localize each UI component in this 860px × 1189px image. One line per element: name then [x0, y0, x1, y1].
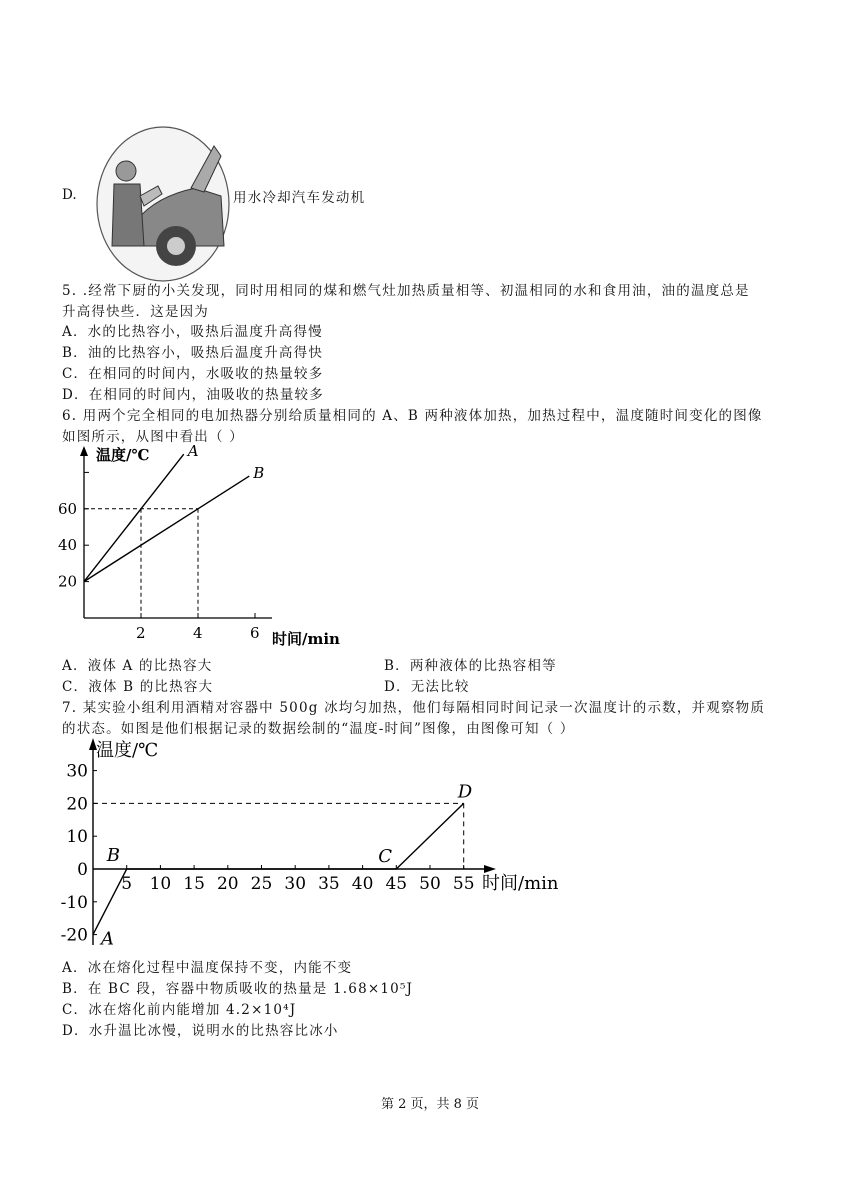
- y-tick-label: -20: [60, 925, 88, 946]
- page-footer: 第 2 页，共 8 页: [380, 1097, 480, 1112]
- q7-option-d: D．水升温比冰慢，说明水的比热容比冰小: [62, 1023, 339, 1039]
- y-axis-label: 温度/℃: [96, 446, 150, 464]
- y-tick-label: 40: [58, 536, 78, 555]
- y-tick-label: -10: [60, 892, 88, 913]
- x-tick-label: 2: [136, 624, 146, 642]
- x-tick-label: 6: [250, 624, 260, 642]
- q7-temperature-chart: [52, 730, 582, 952]
- q5-option-b: B．油的比热容小，吸热后温度升高得快: [62, 345, 324, 361]
- x-tick-label: 35: [318, 874, 340, 894]
- x-axis-arrow: [484, 865, 496, 873]
- q6-option-c: C．液体 B 的比热容大: [62, 679, 214, 695]
- q5-stem-line1: 5. .经常下厨的小关发现，同时用相同的煤和燃气灶加热质量相等、初温相同的水和食用油，油的温度总是: [62, 283, 750, 299]
- q5-option-c: C．在相同的时间内，水吸收的热量较多: [62, 366, 324, 382]
- x-tick-label: 45: [385, 874, 408, 894]
- q5-option-d: D．在相同的时间内，油吸收的热量较多: [62, 387, 324, 403]
- q7-stem-line1: 7. 某实验小组利用酒精对容器中 500g 冰均匀加热，他们每隔相同时间记录一次温度计的示数，并观察物质: [62, 700, 766, 716]
- x-tick-label: 5: [121, 874, 133, 894]
- segment-CD: [396, 803, 463, 869]
- x-tick-label: 10: [149, 874, 172, 894]
- series-line-A: [84, 454, 184, 581]
- point-label-D: D: [457, 781, 473, 803]
- x-tick-label: 50: [419, 874, 441, 894]
- x-tick-label: 55: [452, 874, 475, 894]
- x-axis-label: 时间/min: [272, 630, 340, 648]
- car-engine-illustration: [96, 126, 230, 282]
- q6-option-d: D．无法比较: [384, 679, 470, 695]
- q7-option-b: B．在 BC 段，容器中物质吸收的热量是 1.68×10⁵J: [62, 981, 414, 997]
- point-label-A: A: [101, 928, 114, 950]
- x-tick-label: 20: [216, 874, 239, 894]
- point-label-C: C: [378, 846, 393, 867]
- q6-stem-line2: 如图所示，从图中看出（ ）: [62, 429, 244, 445]
- q6-option-b: B．两种液体的比热容相等: [384, 658, 557, 674]
- y-tick-label: 10: [66, 827, 88, 848]
- point-label-B: B: [106, 845, 120, 866]
- q4-option-d-letter: D.: [62, 187, 77, 203]
- series-line-B: [84, 476, 249, 582]
- x-tick-label: 4: [193, 624, 203, 642]
- x-axis-label: 时间/min: [482, 873, 559, 894]
- x-tick-label: 40: [351, 874, 374, 894]
- y-tick-label: 0: [77, 860, 88, 880]
- q6-temperature-chart: [50, 440, 360, 650]
- series-label-B: B: [253, 464, 265, 483]
- x-tick-label: 15: [183, 874, 205, 894]
- q4-option-d-text: 用水冷却汽车发动机: [233, 190, 366, 206]
- y-tick-label: 20: [66, 794, 88, 815]
- y-axis-label: 温度/℃: [96, 740, 159, 761]
- y-tick-label: 60: [58, 499, 78, 518]
- x-tick-label: 30: [284, 874, 307, 894]
- q5-option-a: A．水的比热容小，吸热后温度升高得慢: [62, 324, 323, 340]
- y-tick-label: 30: [66, 761, 88, 782]
- q7-stem-line2: 的状态。如图是他们根据记录的数据绘制的“温度-时间”图像，由图像可知（ ）: [62, 721, 575, 737]
- y-tick-label: 20: [58, 572, 78, 591]
- segment-AB: [93, 869, 127, 935]
- q6-stem-line1: 6. 用两个完全相同的电加热器分别给质量相同的 A、B 两种液体加热，加热过程中，温度随时间变化的图像: [62, 408, 763, 424]
- series-label-A: A: [187, 442, 199, 461]
- q7-option-c: C．冰在熔化前内能增加 4.2×10⁴J: [62, 1002, 297, 1018]
- y-axis-arrow: [80, 446, 88, 456]
- x-tick-label: 25: [250, 874, 273, 894]
- q7-option-a: A．冰在熔化过程中温度保持不变，内能不变: [62, 960, 353, 976]
- q5-stem-line2: 升高得快些．这是因为: [62, 304, 209, 320]
- q6-option-a: A．液体 A 的比热容大: [62, 658, 213, 674]
